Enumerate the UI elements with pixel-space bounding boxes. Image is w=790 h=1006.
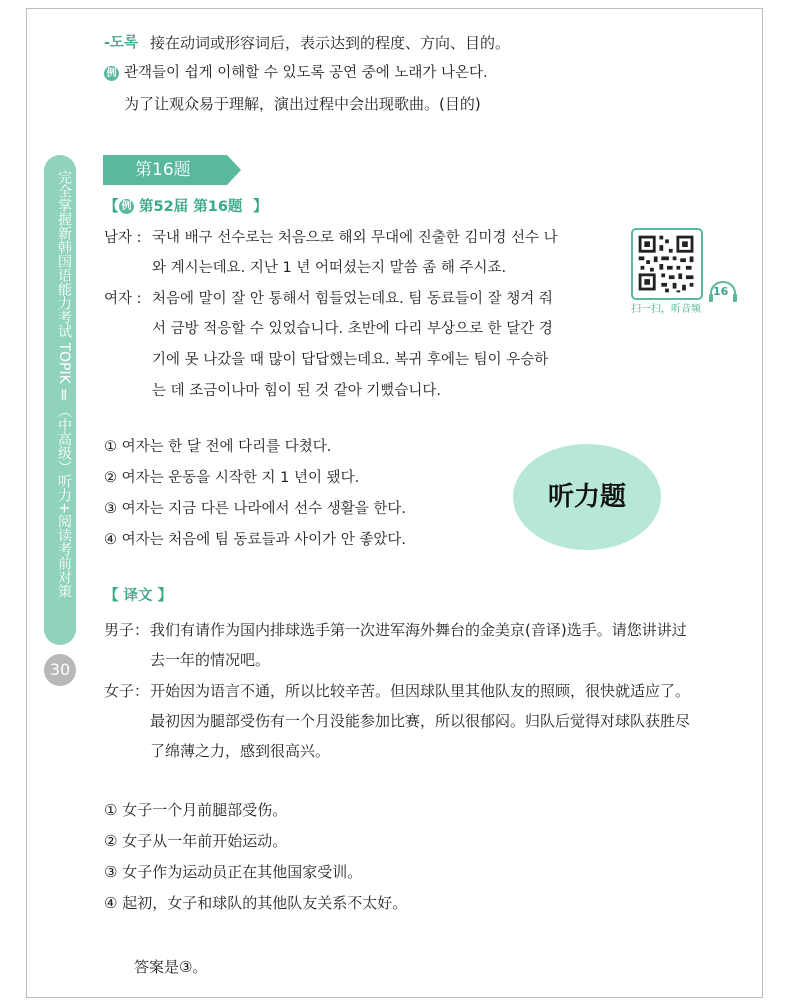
translation-line: 开始因为语言不通，所以比较辛苦。但因球队里其他队友的照顾，很快就适应了。 — [150, 682, 691, 700]
listening-badge-label: 听力题 — [547, 482, 626, 512]
dialogue-line: 와 계시는데요. 지난 1 년 어떠셨는지 말씀 좀 해 주시죠. — [152, 260, 507, 276]
dialogue-line: 기에 못 나갔을 때 많이 답답했는데요. 복귀 후에는 팀이 우승하 — [152, 352, 549, 368]
dialogue-line: 처음에 말이 잘 안 통해서 힘들었는데요. 팀 동료들이 잘 챙겨 줘 — [152, 291, 553, 307]
grammar-term: -도록 — [104, 35, 139, 51]
speaker-woman-ko: 여자 : — [104, 291, 142, 307]
option-cn: ② 女子从一年前开始运动。 — [104, 832, 288, 850]
source-bracket-right: 】 — [253, 199, 268, 215]
sidebar-book-title: 完全掌握新韩国语能力考试 TOPIK Ⅱ（中高级）听力+阅读考前对策 — [56, 170, 72, 598]
source-text: 第52届 第16题 — [139, 199, 243, 215]
speaker-man-ko: 남자 : — [104, 230, 142, 246]
source-bracket-left: 【 — [104, 199, 119, 215]
dialogue-line: 는 데 조금이나마 힘이 된 것 같아 기뻤습니다. — [152, 383, 441, 399]
grammar-example-cn: 为了让观众易于理解，演出过程中会出现歌曲。(目的) — [124, 95, 481, 113]
translation-line: 最初因为腿部受伤有一个月没能参加比赛，所以很郁闷。归队后觉得对球队获胜尽 — [150, 712, 691, 730]
source-example-icon: 例 — [119, 199, 134, 214]
option-cn: ① 女子一个月前腿部受伤。 — [104, 801, 288, 819]
translation-header: 【 译文 】 — [104, 588, 173, 604]
speaker-woman-cn: 女子： — [104, 682, 150, 700]
option-cn: ③ 女子作为运动员正在其他国家受训。 — [104, 863, 363, 881]
dialogue-line: 서 금방 적응할 수 있었습니다. 초반에 다리 부상으로 한 달간 경 — [152, 321, 553, 337]
answer-text: 答案是③。 — [134, 958, 208, 976]
option-ko: ① 여자는 한 달 전에 다리를 다쳤다. — [104, 439, 332, 455]
qr-code-icon[interactable] — [631, 228, 703, 300]
translation-line: 去一年的情况吧。 — [150, 651, 271, 669]
option-ko: ④ 여자는 처음에 팀 동료들과 사이가 안 좋았다. — [104, 532, 406, 548]
example-icon: 例 — [104, 66, 119, 81]
qr-caption: 扫一扫，听音频 — [631, 304, 701, 315]
translation-line: 了绵薄之力，感到很高兴。 — [150, 742, 331, 760]
translation-line: 我们有请作为国内排球选手第一次进军海外舞台的金美京(音译)选手。请您讲讲过 — [150, 621, 687, 639]
speaker-man-cn: 男子： — [104, 621, 150, 639]
dialogue-line: 국내 배구 선수로는 처음으로 해외 무대에 진출한 김미경 선수 나 — [152, 230, 558, 246]
option-ko: ② 여자는 운동을 시작한 지 1 년이 됐다. — [104, 470, 360, 486]
option-ko: ③ 여자는 지금 다른 나라에서 선수 생활을 한다. — [104, 501, 406, 517]
grammar-example-ko: 관객들이 쉽게 이해할 수 있도록 공연 중에 노래가 나온다. — [124, 65, 488, 81]
option-cn: ④ 起初，女子和球队的其他队友关系不太好。 — [104, 894, 408, 912]
question-number-label: 第16题 — [135, 160, 191, 180]
audio-track-number: 16 — [713, 285, 729, 298]
grammar-definition: 接在动词或形容词后，表示达到的程度、方向、目的。 — [150, 34, 511, 52]
page-number: 30 — [44, 654, 76, 686]
